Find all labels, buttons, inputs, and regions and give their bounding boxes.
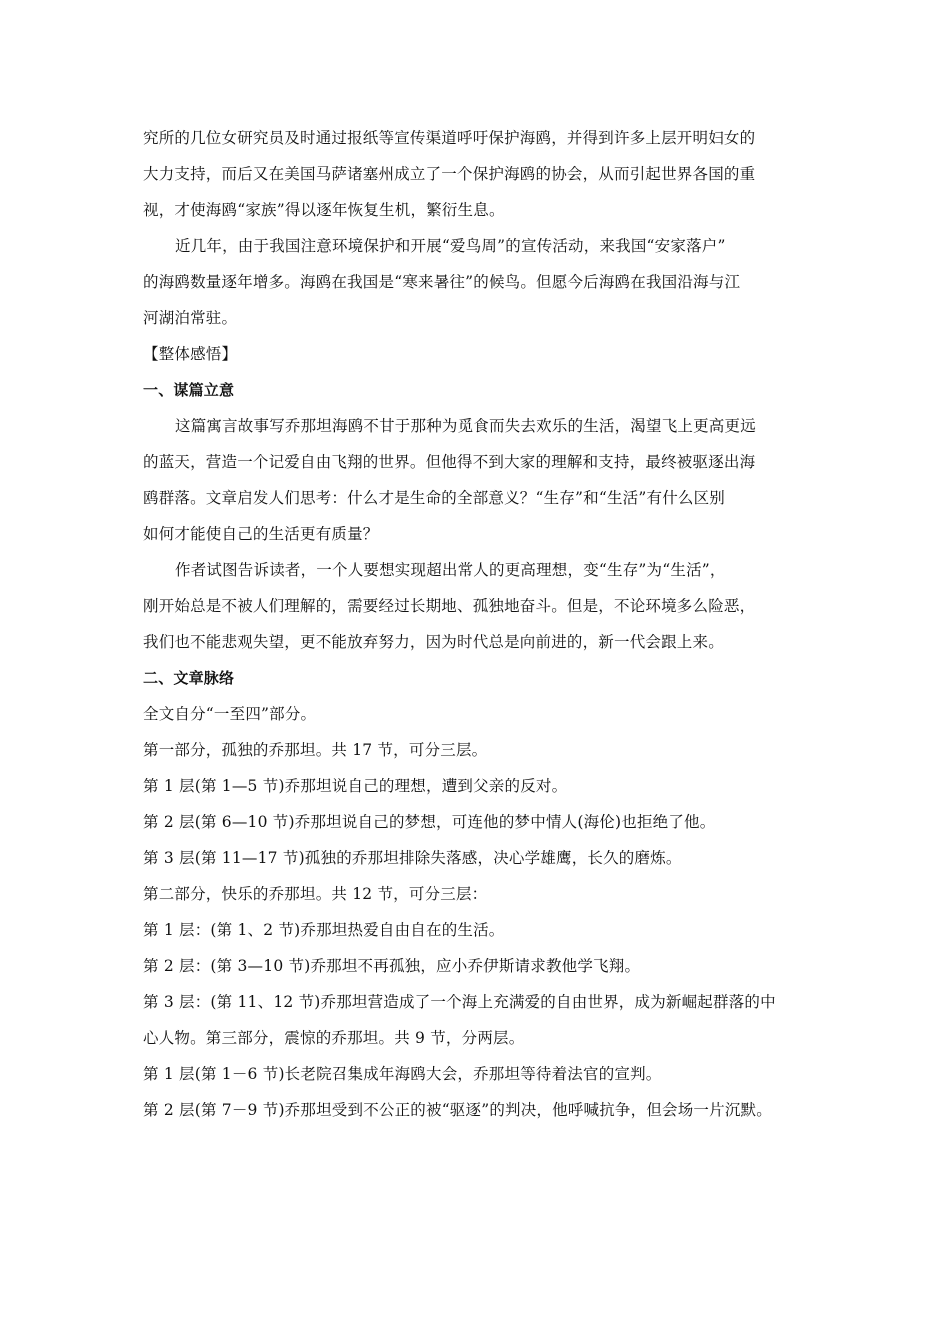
paragraph-line: 的蓝天，营造一个记爱自由飞翔的世界。但他得不到大家的理解和支持，最终被驱逐出海 [143,453,756,471]
paragraph-line: 河湖泊常驻。 [143,309,238,327]
paragraph-line: 第 2 层(第 6—10 节)乔那坦说自己的梦想，可连他的梦中情人(海伦)也拒绝了他。 [143,813,716,831]
paragraph-line: 作者试图告诉读者，一个人要想实现超出常人的更高理想，变“生存”为“生活”， [175,561,726,579]
paragraph-line: 心人物。第三部分，震惊的乔那坦。共 9 节，分两层。 [143,1029,525,1047]
paragraph-line: 刚开始总是不被人们理解的，需要经过长期地、孤独地奋斗。但是，不论环境多么险恶， [143,597,756,615]
section-heading: 二、文章脉络 [143,669,235,687]
paragraph-line: 第 1 层(第 1—5 节)乔那坦说自己的理想，遭到父亲的反对。 [143,777,568,795]
section-heading: 一、谋篇立意 [143,381,235,399]
paragraph-line: 第二部分，快乐的乔那坦。共 12 节，可分三层： [143,885,488,903]
document-page [143,120,823,1128]
paragraph-line: 第 2 层：(第 3—10 节)乔那坦不再孤独，应小乔伊斯请求教他学飞翔。 [143,957,641,975]
paragraph-line: 这篇寓言故事写乔那坦海鸥不甘于那种为觅食而失去欢乐的生活，渴望飞上更高更远 [175,417,756,435]
section-label: 【整体感悟】 [143,345,238,363]
paragraph-line: 第 3 层：(第 11、12 节)乔那坦营造成了一个海上充满爱的自由世界，成为新崛起群落的中 [143,993,776,1011]
paragraph-line: 第 3 层(第 11—17 节)孤独的乔那坦排除失落感，决心学雄鹰，长久的磨炼。 [143,849,682,867]
paragraph-line: 第 1 层(第 1－6 节)长老院召集成年海鸥大会，乔那坦等待着法官的宣判。 [143,1065,662,1083]
paragraph-line: 视，才使海鸥“家族”得以逐年恢复生机，繁衍生息。 [143,201,505,219]
paragraph-line: 鸥群落。文章启发人们思考：什么才是生命的全部意义？“生存”和“生活”有什么区别 [143,489,725,507]
paragraph-line: 的海鸥数量逐年增多。海鸥在我国是“寒来暑往”的候鸟。但愿今后海鸥在我国沿海与江 [143,273,741,291]
paragraph-line: 第一部分，孤独的乔那坦。共 17 节，可分三层。 [143,741,488,759]
paragraph-line: 如何才能使自己的生活更有质量？ [143,525,379,543]
paragraph-line: 第 2 层(第 7－9 节)乔那坦受到不公正的被“驱逐”的判决，他呼喊抗争，但会场一片沉默。 [143,1101,772,1119]
paragraph-line: 大力支持，而后又在美国马萨诸塞州成立了一个保护海鸥的协会，从而引起世界各国的重 [143,165,756,183]
paragraph-line: 我们也不能悲观失望，更不能放弃努力，因为时代总是向前进的，新一代会跟上来。 [143,633,724,651]
paragraph-line: 究所的几位女研究员及时通过报纸等宣传渠道呼吁保护海鸥，并得到许多上层开明妇女的 [143,129,756,147]
paragraph-line: 近几年，由于我国注意环境保护和开展“爱鸟周”的宣传活动，来我国“安家落户” [175,237,726,255]
paragraph-line: 第 1 层：(第 1、2 节)乔那坦热爱自由自在的生活。 [143,921,505,939]
paragraph-line: 全文自分“一至四”部分。 [143,705,317,723]
